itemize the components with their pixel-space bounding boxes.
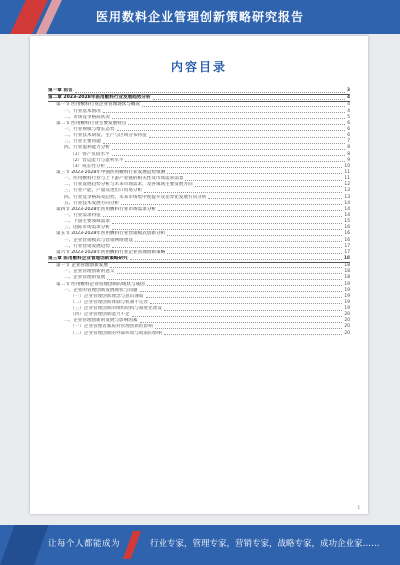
toc-leader-dots bbox=[112, 118, 345, 119]
toc-entry-label: 第三章 医用敷料企业管理创新策略研究 bbox=[48, 255, 128, 261]
toc-entry-page: 14 bbox=[344, 212, 350, 218]
toc-leader-dots bbox=[150, 303, 342, 304]
footer-slogan: 让每个人都能成为 bbox=[48, 539, 121, 549]
toc-entry-label: 第六节 2023-2028年医用敷料行业企业管理创新策略 bbox=[56, 249, 166, 255]
toc-leader-dots bbox=[112, 223, 342, 224]
toc-leader-dots bbox=[121, 204, 342, 205]
toc-entry-page: 18 bbox=[343, 255, 350, 261]
toc-entry-page: 14 bbox=[344, 200, 350, 206]
toc-leader-dots bbox=[142, 106, 345, 107]
toc-entry-page: 3 bbox=[346, 88, 350, 94]
toc-entry-page: 16 bbox=[344, 225, 350, 231]
toc-entry-label: 一、行业需求特征 bbox=[64, 212, 101, 218]
toc-entry[interactable] bbox=[48, 256, 350, 263]
toc-entry-label: （一）企业管理创新理念与意识薄弱 bbox=[70, 293, 144, 299]
toc-entry-page: 10 bbox=[344, 163, 350, 169]
toc-entry-label: 二、市场竞争格局状况 bbox=[64, 114, 110, 120]
toc-entry-page: 8 bbox=[347, 151, 350, 157]
toc-entry-page: 6 bbox=[347, 133, 350, 139]
toc-leader-dots bbox=[146, 297, 343, 298]
toc-entry-page: 12 bbox=[344, 182, 350, 188]
toc-leader-dots bbox=[164, 334, 343, 335]
toc-entry-label: 一、行业规模与增长态势 bbox=[64, 126, 115, 132]
toc-entry-label: 一、企业的管理创新发展现状与问题 bbox=[64, 287, 138, 293]
toc-leader-dots bbox=[153, 99, 345, 100]
toc-entry-page: 4 bbox=[346, 95, 350, 101]
toc-entry-label: 第一节 企业管理创新发展 bbox=[56, 263, 108, 269]
toc-leader-dots bbox=[155, 328, 343, 329]
toc-heading: 内容目录 bbox=[170, 60, 227, 74]
toc-entry-page: 11 bbox=[344, 176, 350, 182]
toc-leader-dots bbox=[110, 267, 342, 268]
toc-entry-page: 9 bbox=[347, 157, 350, 163]
toc-entry-label: 第三节 2023-2028年中国医用敷料行业发展趋势预测 bbox=[56, 169, 166, 175]
report-title: 医用数料企业管理创新策略研究报告 bbox=[95, 10, 304, 24]
toc-leader-dots bbox=[117, 273, 343, 274]
toc-entry-label: 二、企业管理创新的发展与影响因素 bbox=[64, 318, 138, 324]
toc-entry-page: 6 bbox=[347, 126, 350, 132]
toc-leader-dots bbox=[132, 316, 343, 317]
toc-entry-page: 11 bbox=[344, 169, 350, 175]
toc-entry-label: 一、企业管理创新的意义 bbox=[64, 269, 115, 275]
toc-entry-page: 17 bbox=[344, 243, 350, 249]
toc-entry-label: 第二章 2023-2028年医用敷料行业发展趋势分析 bbox=[48, 95, 151, 101]
toc-entry-label: 三、行业产能、产量及进出口贸易分析 bbox=[64, 188, 143, 194]
toc-entry-label: 一、医用敷料行业与上下游产业链的相关性及市场需求前景 bbox=[64, 176, 184, 182]
table-of-contents bbox=[48, 88, 350, 337]
toc-entry-label: 三、行业主要问题 bbox=[64, 139, 101, 145]
toc-entry-label: 二、行业营销发展趋势 bbox=[64, 243, 110, 249]
toc-leader-dots bbox=[164, 310, 343, 311]
toc-leader-dots bbox=[112, 149, 345, 150]
toc-entry-page: 19 bbox=[344, 293, 350, 299]
toc-entry-label: 五、行业技术发展方向分析 bbox=[64, 200, 120, 206]
toc-entry-label: 第一节 医用敷料行业企业管理现状与概况 bbox=[56, 102, 141, 108]
toc-entry[interactable] bbox=[48, 330, 350, 336]
toc-entry-label: （1）资产负债水平 bbox=[70, 151, 110, 157]
toc-entry-label: 四、行业盈利能力分析 bbox=[64, 145, 110, 151]
toc-entry-page: 18 bbox=[344, 275, 350, 281]
toc-entry-label: 一、行业基本情况 bbox=[64, 108, 101, 114]
toc-leader-dots bbox=[130, 259, 342, 260]
toc-leader-dots bbox=[167, 253, 342, 254]
report-header-banner bbox=[0, 0, 400, 34]
toc-leader-dots bbox=[103, 216, 343, 217]
toc-entry-label: （2）营运能力与盈利水平 bbox=[70, 157, 124, 163]
toc-entry-label: 一、企业营销模式与营销网络建设 bbox=[64, 237, 133, 243]
footer-corner-shape bbox=[0, 525, 49, 565]
toc-entry-label: 第一章 前言 bbox=[48, 88, 73, 94]
toc-entry-page: 18 bbox=[344, 269, 350, 275]
toc-entry-label: 二、下游主要领域需求 bbox=[64, 219, 110, 225]
toc-entry-label: 第二节 医用敷料行业主要发展特点 bbox=[56, 120, 127, 126]
toc-leader-dots bbox=[144, 192, 342, 193]
footer-banner bbox=[0, 525, 400, 565]
toc-entry-label: 四、行业竞争格局及趋势，未来市场集中度提升及差异化发展方向分析 bbox=[64, 194, 207, 200]
toc-entry-page: 8 bbox=[347, 145, 350, 151]
toc-entry-label: 第四节 2023-2028年医用敷料行业市场需求分析 bbox=[56, 206, 157, 212]
toc-leader-dots bbox=[147, 285, 343, 286]
toc-leader-dots bbox=[112, 155, 346, 156]
footer-red-bar bbox=[123, 531, 141, 559]
toc-entry-page: 20 bbox=[344, 324, 350, 330]
toc-entry-page: 14 bbox=[344, 206, 350, 212]
toc-entry-page: 15 bbox=[344, 219, 350, 225]
toc-entry-page: 13 bbox=[344, 194, 350, 200]
toc-leader-dots bbox=[75, 92, 345, 93]
toc-leader-dots bbox=[135, 241, 342, 242]
toc-entry-page: 16 bbox=[344, 231, 350, 237]
toc-leader-dots bbox=[195, 186, 343, 187]
toc-entry-page: 19 bbox=[344, 287, 350, 293]
toc-entry[interactable] bbox=[48, 88, 350, 95]
toc-leader-dots bbox=[167, 173, 342, 174]
toc-entry-page: 20 bbox=[344, 312, 350, 318]
toc-entry-label: （二）企业管理创新的外部环境与政策的影响 bbox=[70, 330, 162, 336]
toc-entry-label: （3）成长性分析 bbox=[70, 163, 106, 169]
toc-entry-label: 第五节 2023-2028年医用敷料行业营销模式创新分析 bbox=[56, 231, 166, 237]
toc-entry-label: （一）企业管理者素质对管理创新的影响 bbox=[70, 324, 153, 330]
toc-leader-dots bbox=[208, 198, 342, 199]
toc-leader-dots bbox=[140, 291, 343, 292]
toc-entry-label: 二、企业管理的发展 bbox=[64, 275, 106, 281]
toc-entry-page: 13 bbox=[344, 188, 350, 194]
toc-leader-dots bbox=[117, 130, 346, 131]
toc-entry-page: 4 bbox=[347, 108, 350, 114]
toc-leader-dots bbox=[107, 279, 342, 280]
toc-entry-label: 二、行业发展趋势分析与未来市场需求，及各领域主要发展方向 bbox=[64, 182, 193, 188]
toc-entry-page: 19 bbox=[344, 306, 350, 312]
toc-entry-label: （四）企业管理创新能力不足 bbox=[70, 312, 130, 318]
toc-leader-dots bbox=[103, 112, 345, 113]
toc-entry-page: 19 bbox=[344, 299, 350, 305]
toc-leader-dots bbox=[185, 180, 342, 181]
toc-leader-dots bbox=[103, 143, 345, 144]
toc-leader-dots bbox=[125, 161, 345, 162]
toc-entry-label: 第二节 医用敷料企业管理创新的现状与成因 bbox=[56, 281, 145, 287]
toc-leader-dots bbox=[158, 210, 342, 211]
toc-entry-page: 20 bbox=[344, 318, 350, 324]
toc-entry-label: 三、国际市场需求分析 bbox=[64, 225, 110, 231]
toc-entry-label: 二、行业技术研发、生产与区域分布特征 bbox=[64, 133, 147, 139]
toc-leader-dots bbox=[167, 235, 342, 236]
toc-entry-page: 17 bbox=[344, 249, 350, 255]
toc-entry-page: 20 bbox=[344, 330, 350, 336]
toc-entry[interactable] bbox=[48, 95, 350, 102]
toc-entry-page: 7 bbox=[347, 139, 350, 145]
page-number: 1 bbox=[357, 505, 360, 510]
toc-leader-dots bbox=[112, 247, 342, 248]
document-page bbox=[30, 36, 368, 514]
toc-leader-dots bbox=[112, 229, 342, 230]
toc-leader-dots bbox=[107, 167, 342, 168]
toc-entry-page: 4 bbox=[347, 102, 350, 108]
toc-entry-page: 6 bbox=[347, 120, 350, 126]
toc-entry-page: 18 bbox=[344, 263, 350, 269]
toc-entry-page: 19 bbox=[344, 281, 350, 287]
footer-roles: 行业专家，管理专家，营销专家，战略专家，成功企业家…… bbox=[150, 539, 380, 549]
toc-entry-page: 5 bbox=[347, 114, 350, 120]
toc-leader-dots bbox=[140, 322, 343, 323]
toc-entry-page: 16 bbox=[344, 237, 350, 243]
toc-leader-dots bbox=[128, 124, 345, 125]
toc-leader-dots bbox=[149, 137, 346, 138]
toc-entry-label: （三）企业管理创新的组织结构与制度化建设 bbox=[70, 306, 162, 312]
toc-entry-label: （二）企业管理创新体制与机制不完善 bbox=[70, 299, 149, 305]
